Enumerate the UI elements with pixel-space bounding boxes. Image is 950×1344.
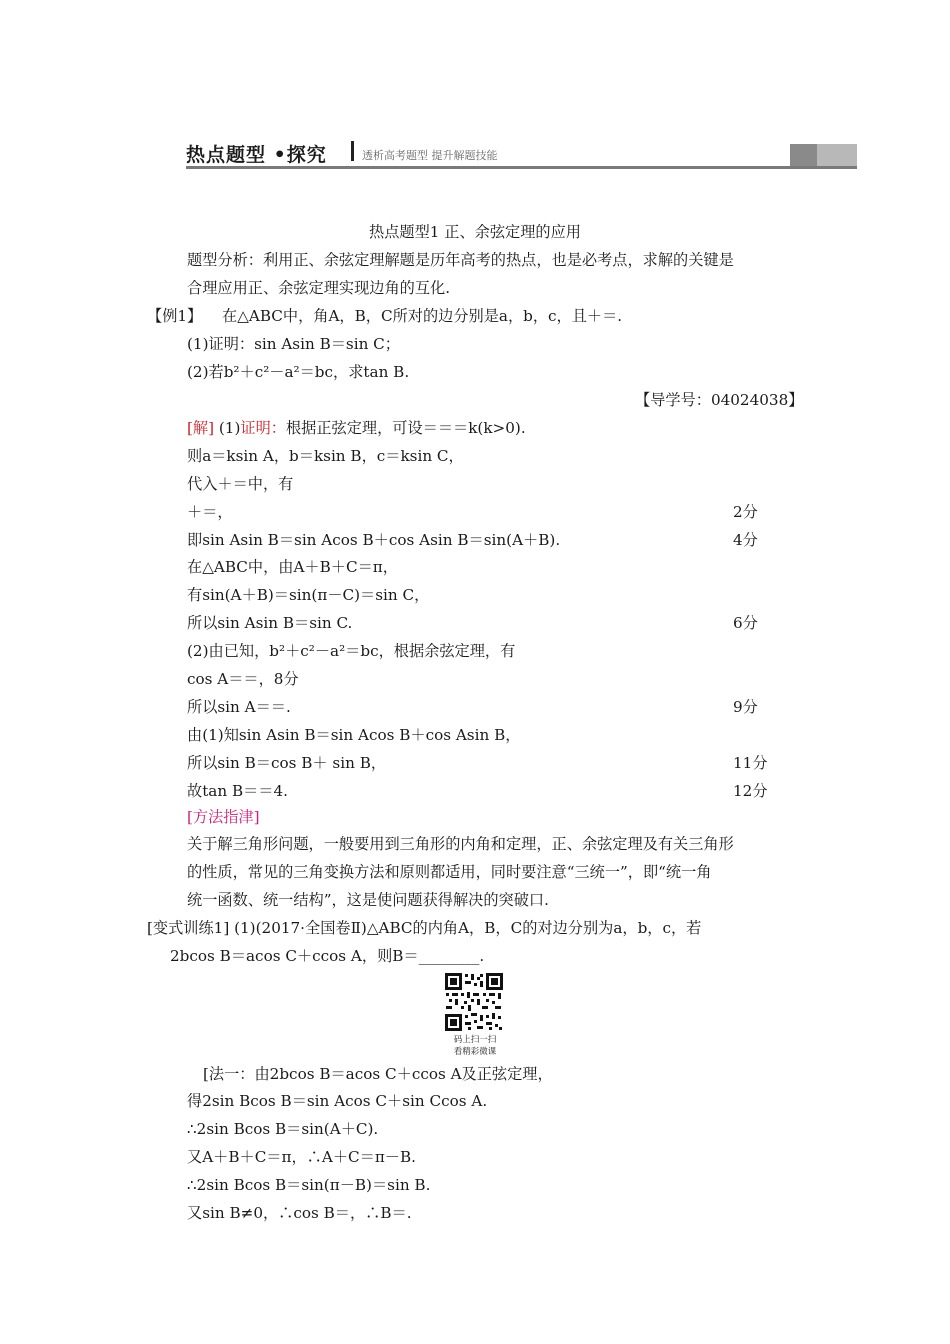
solution-line: 有sin(A＋B)＝sin(π－C)＝sin C，	[187, 586, 430, 604]
method1-line: 又A＋B＋C＝π，∴A＋C＝π－B.	[187, 1148, 416, 1166]
variant-line-1: [变式训练1] (1)(2017·全国卷Ⅱ)△ABC的内角A，B，C的对边分别为a，b，c，若	[147, 919, 702, 937]
solution-line: 即sin Asin B＝sin Acos B＋cos Asin B＝sin(A＋B).	[187, 531, 561, 549]
method-label: [方法指津]	[187, 808, 260, 826]
example-question-1: (1)证明：sin Asin B＝sin C；	[187, 335, 400, 353]
method1-line: 得2sin Bcos B＝sin Acos C＋sin Ccos A.	[187, 1092, 488, 1110]
method1-line: ∴2sin Bcos B＝sin(π－B)＝sin B.	[187, 1176, 431, 1194]
header-rule	[186, 166, 857, 169]
example-stem: 在△ABC中，角A，B，C所对的边分别是a，b，c，且＋＝.	[222, 307, 623, 325]
score-mark: 2分	[733, 503, 758, 521]
solution-line: cos A＝＝，8分	[187, 670, 299, 688]
guide-number: 【导学号：04024038】	[635, 391, 804, 409]
method-line: 统一函数、统一结构”，这是使问题获得解决的突破口.	[187, 891, 549, 909]
method-line: 的性质，常见的三角变换方法和原则都适用，同时要注意“三统一”，即“统一角	[187, 863, 712, 881]
score-mark: 6分	[733, 614, 758, 632]
example-label: 【例1】	[147, 307, 203, 325]
solution-part-1-label: (1)	[218, 419, 241, 437]
solution-line-1	[187, 418, 526, 438]
section-title: 热点题型1 正、余弦定理的应用	[369, 223, 581, 241]
header-deco-light	[817, 144, 857, 166]
example-question-2: (2)若b²＋c²－a²＝bc，求tan B.	[187, 363, 410, 381]
solution-line: 故tan B＝＝4.	[187, 782, 288, 800]
score-mark: 11分	[733, 754, 768, 772]
solution-line: 所以sin Asin B＝sin C.	[187, 614, 353, 632]
solution-label: [解]	[187, 419, 215, 437]
analysis-line-1: 题型分析：利用正、余弦定理解题是历年高考的热点，也是必考点，求解的关键是	[187, 251, 734, 269]
analysis-line-2: 合理应用正、余弦定理实现边角的互化.	[187, 279, 451, 297]
score-mark: 12分	[733, 782, 768, 800]
header-divider	[351, 141, 354, 161]
solution-line: ＋＝，	[187, 503, 233, 521]
solution-line: 所以sin A＝＝.	[187, 698, 291, 716]
method1-line: ∴2sin Bcos B＝sin(A＋C).	[187, 1120, 379, 1138]
solution-line: 所以sin B＝cos B＋ sin B，	[187, 754, 387, 772]
solution-line: 则a＝ksin A，b＝ksin B，c＝ksin C，	[187, 447, 464, 465]
qr-caption-2: 看精彩微课	[453, 1047, 497, 1057]
method1-line: [法一：由2bcos B＝acos C＋ccos A及正弦定理，	[203, 1065, 553, 1083]
solution-line: 由(1)知sin Asin B＝sin Acos B＋cos Asin B，	[187, 726, 521, 744]
variant-line-2: 2bcos B＝acos C＋ccos A，则B＝________.	[170, 947, 485, 965]
score-mark: 9分	[733, 698, 758, 716]
method1-line: 又sin B≠0，∴cos B＝，∴B＝.	[187, 1204, 412, 1222]
solution-line: (2)由已知，b²＋c²－a²＝bc，根据余弦定理，有	[187, 642, 516, 660]
header-deco-dark	[790, 144, 817, 166]
header-title: 热点题型 •探究	[186, 144, 327, 166]
solution-line: 代入＋＝中，有	[187, 475, 294, 493]
qr-code-icon	[444, 972, 504, 1032]
solution-text: 根据正弦定理，可设＝＝＝k(k>0).	[285, 419, 526, 437]
method-line: 关于解三角形问题，一般要用到三角形的内角和定理，正、余弦定理及有关三角形	[187, 835, 734, 853]
proof-label: 证明：	[240, 419, 286, 437]
header-subtitle: 透析高考题型 提升解题技能	[362, 149, 498, 162]
score-mark: 4分	[733, 531, 758, 549]
qr-caption-1: 码上扫一扫	[453, 1035, 497, 1045]
solution-line: 在△ABC中，由A＋B＋C＝π，	[187, 558, 398, 576]
